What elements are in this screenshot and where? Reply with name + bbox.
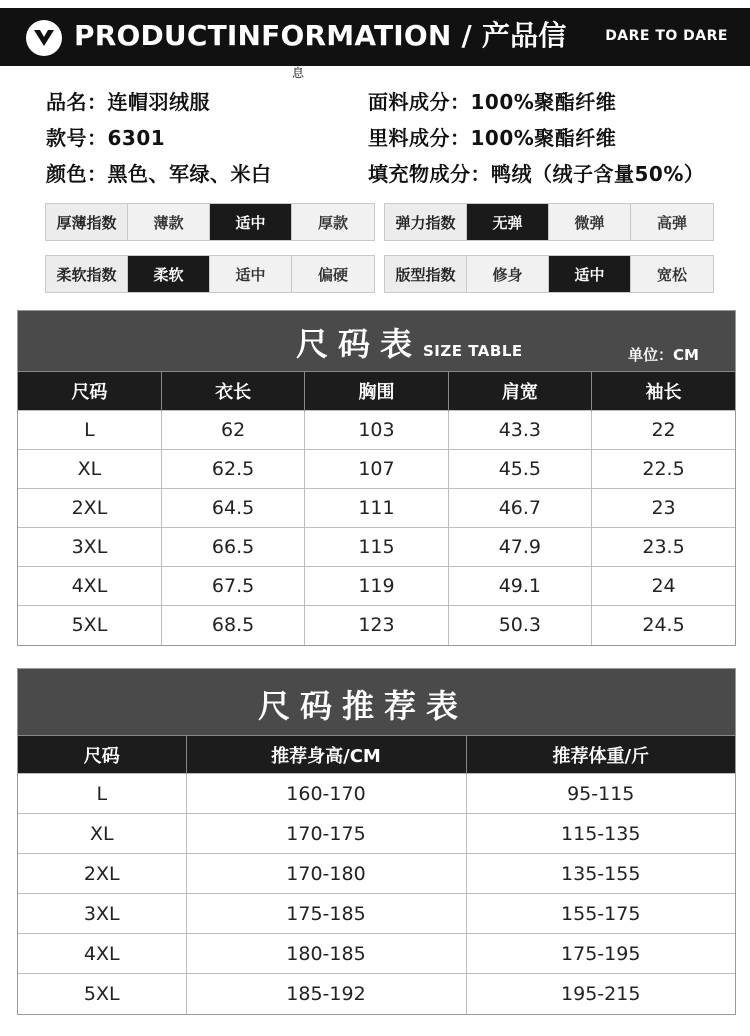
table-cell: 119 [305, 567, 448, 606]
table-cell: 185-192 [186, 974, 466, 1014]
recommend-table-header [18, 669, 735, 735]
table-cell: 155-175 [466, 894, 735, 934]
index-option: 修身 [467, 256, 549, 292]
index-option: 微弹 [549, 204, 631, 240]
elasticity-index [384, 203, 714, 241]
index-option: 适中 [549, 256, 631, 292]
table-row [18, 528, 735, 567]
index-option: 适中 [210, 256, 292, 292]
info-lining-value: 100%聚酯纤维 [470, 126, 617, 150]
table-cell: 50.3 [448, 606, 591, 645]
index-option: 厚款 [317, 213, 348, 232]
info-model [46, 122, 165, 151]
table-cell: 43.3 [448, 411, 591, 450]
index-option: 高弹 [656, 213, 687, 232]
table-cell: 66.5 [161, 528, 304, 567]
table-row [18, 567, 735, 606]
table-cell: 5XL [18, 606, 161, 645]
table-cell: 49.1 [448, 567, 591, 606]
index-option: 无弹 [467, 204, 549, 240]
table-cell: 23.5 [592, 528, 735, 567]
softness-index [45, 255, 375, 293]
table-cell: 180-185 [186, 934, 466, 974]
info-fabric-value: 100%聚酯纤维 [470, 90, 617, 114]
fit-index [384, 255, 714, 293]
info-lining-key: 里料成分： [368, 126, 471, 150]
table-cell: L [18, 774, 186, 814]
table-cell: 2XL [18, 489, 161, 528]
thickness-index [45, 203, 375, 241]
table-cell: 64.5 [161, 489, 304, 528]
info-color-value: 黑色、军绿、米白 [107, 162, 272, 186]
table-row [18, 934, 735, 974]
info-model-key: 款号： [46, 126, 108, 150]
table-cell: 115 [305, 528, 448, 567]
header-title: PRODUCTINFORMATION / 产品信 [74, 19, 567, 52]
index-label: 弹力指数 [385, 204, 467, 240]
column-header: 袖长 [592, 372, 735, 411]
size-table [17, 310, 736, 646]
index-option: 薄款 [128, 204, 210, 240]
info-fabric [368, 86, 616, 115]
recommend-table-grid [18, 735, 735, 1014]
table-cell: 175-185 [186, 894, 466, 934]
index-option: 宽松 [656, 265, 687, 284]
index-label: 柔软指数 [46, 256, 128, 292]
table-row [18, 894, 735, 934]
table-cell: 62.5 [161, 450, 304, 489]
table-cell: 22.5 [592, 450, 735, 489]
header-slogan: DARE TO DARE [605, 28, 728, 44]
table-cell: 123 [305, 606, 448, 645]
info-color [46, 158, 272, 187]
size-table-unit: 单位：CM [628, 346, 699, 364]
table-row [18, 489, 735, 528]
info-filling-value: 鸭绒（绒子含量50%） [491, 162, 705, 186]
table-cell: 111 [305, 489, 448, 528]
table-cell: 3XL [18, 894, 186, 934]
info-filling-key: 填充物成分： [368, 162, 491, 186]
index-label: 厚薄指数 [46, 204, 128, 240]
table-cell: XL [18, 450, 161, 489]
table-cell: XL [18, 814, 186, 854]
info-color-key: 颜色： [46, 162, 108, 186]
table-cell: 107 [305, 450, 448, 489]
table-cell: 160-170 [186, 774, 466, 814]
table-cell: 24.5 [592, 606, 735, 645]
table-cell: 46.7 [448, 489, 591, 528]
table-cell: 67.5 [161, 567, 304, 606]
info-lining [368, 122, 616, 151]
table-cell: 23 [592, 489, 735, 528]
table-row [18, 774, 735, 814]
table-cell: 3XL [18, 528, 161, 567]
index-option: 适中 [210, 204, 292, 240]
column-header: 肩宽 [448, 372, 591, 411]
column-header: 尺码 [18, 736, 186, 774]
table-row [18, 974, 735, 1014]
recommend-table [17, 668, 736, 1015]
column-header: 尺码 [18, 372, 161, 411]
table-cell: 103 [305, 411, 448, 450]
recommend-table-title: 尺码推荐表 [258, 687, 469, 725]
table-cell: 45.5 [448, 450, 591, 489]
table-cell: 22 [592, 411, 735, 450]
table-cell: 115-135 [466, 814, 735, 854]
column-header: 推荐身高/CM [186, 736, 466, 774]
table-cell: 135-155 [466, 854, 735, 894]
table-cell: L [18, 411, 161, 450]
brand-logo-icon [26, 20, 62, 56]
recommend-table-header-row [18, 736, 735, 774]
table-cell: 170-175 [186, 814, 466, 854]
table-cell: 2XL [18, 854, 186, 894]
info-model-value: 6301 [107, 126, 166, 150]
table-cell: 5XL [18, 974, 186, 1014]
table-cell: 170-180 [186, 854, 466, 894]
info-filling [368, 158, 704, 187]
index-label: 版型指数 [385, 256, 467, 292]
table-row [18, 606, 735, 645]
table-cell: 195-215 [466, 974, 735, 1014]
index-option: 偏硬 [317, 265, 348, 284]
info-name [46, 86, 210, 115]
table-cell: 4XL [18, 567, 161, 606]
header-title-overflow: 息 [292, 66, 305, 80]
size-table-header [18, 311, 735, 371]
column-header: 衣长 [161, 372, 304, 411]
table-cell: 47.9 [448, 528, 591, 567]
info-name-value: 连帽羽绒服 [107, 90, 210, 114]
info-fabric-key: 面料成分： [368, 90, 471, 114]
size-table-grid [18, 371, 735, 645]
size-table-subtitle: SIZE TABLE [423, 342, 523, 360]
table-row [18, 814, 735, 854]
size-table-header-row [18, 372, 735, 411]
table-row [18, 854, 735, 894]
table-cell: 24 [592, 567, 735, 606]
size-table-title: 尺码表 [296, 325, 423, 363]
table-cell: 68.5 [161, 606, 304, 645]
column-header: 胸围 [305, 372, 448, 411]
info-name-key: 品名： [46, 90, 108, 114]
index-option: 柔软 [128, 256, 210, 292]
column-header: 推荐体重/斤 [466, 736, 735, 774]
table-cell: 175-195 [466, 934, 735, 974]
table-cell: 95-115 [466, 774, 735, 814]
table-cell: 62 [161, 411, 304, 450]
table-cell: 4XL [18, 934, 186, 974]
header-bar [0, 8, 750, 66]
table-row [18, 411, 735, 450]
table-row [18, 450, 735, 489]
